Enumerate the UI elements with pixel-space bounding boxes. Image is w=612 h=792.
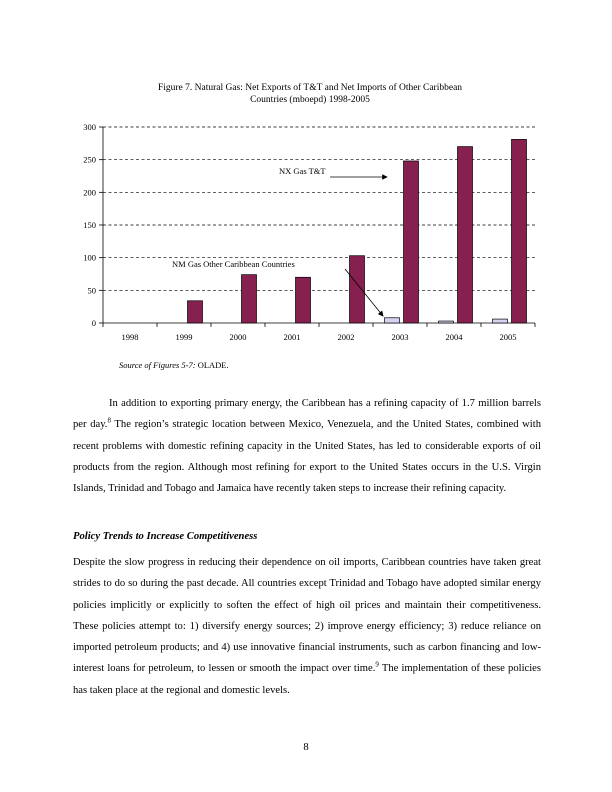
paragraph-refining-text-1: In addition to exporting primary energy, the Caribbean has a refining capacity of 1.7 million barrels per day. bbox=[73, 398, 541, 431]
annotation-nm-gas-other-caribbean: NM Gas Other Caribbean Countries bbox=[172, 259, 295, 269]
chart bbox=[0, 0, 612, 350]
footnote-marker-8[interactable]: 8 bbox=[107, 416, 111, 425]
x-tick-label-1998: 1998 bbox=[121, 332, 139, 342]
bar-nm-gas-other-caribbean-2005 bbox=[493, 319, 508, 323]
x-tick-label-1999: 1999 bbox=[175, 332, 193, 342]
y-tick-label-200: 200 bbox=[83, 187, 96, 198]
section-heading: Policy Trends to Increase Competitiveness bbox=[73, 531, 258, 542]
x-tick-label-2002: 2002 bbox=[337, 332, 355, 342]
y-tick-label-250: 250 bbox=[83, 154, 96, 165]
bar-nx-gas-tt-2000 bbox=[242, 275, 257, 323]
bar-nm-gas-other-caribbean-2004 bbox=[439, 321, 454, 323]
source-label: Source of Figures 5-7: bbox=[119, 360, 196, 370]
bar-nm-gas-other-caribbean-2003 bbox=[385, 318, 400, 323]
bar-nx-gas-tt-2002 bbox=[350, 256, 365, 323]
x-tick-label-2001: 2001 bbox=[283, 332, 301, 342]
y-tick-label-0: 0 bbox=[91, 318, 96, 328]
figure-title-line-1: Figure 7. Natural Gas: Net Exports of T&T and Net Imports of Other Caribbean bbox=[157, 83, 463, 93]
x-tick-label-2005: 2005 bbox=[499, 332, 517, 342]
bar-nx-gas-tt-2004 bbox=[458, 147, 473, 323]
y-tick-label-300: 300 bbox=[83, 122, 96, 132]
page-number: 8 bbox=[303, 742, 309, 753]
paragraph-policy-text-1: Despite the slow progress in reducing their dependence on oil imports, Caribbean countries have taken great strides to do so during the past decade. All countries except Trinidad and Tobago have adopted similar energy policies implicitly or explicitly to soften the effect of high oil prices and maintain their competitiveness. These policies attempt to: 1) diversify energy sources; 2) improve energy efficiency; 3) reduce reliance on imported petroleum products; and 4) use innovative financial instruments, such as carbon financing and low-interest loans for petroleum, to lessen or smooth the impact over time. bbox=[73, 557, 541, 675]
figure-source bbox=[119, 360, 229, 370]
x-tick-label-2003: 2003 bbox=[391, 332, 409, 342]
annotation-nx-gas-tt: NX Gas T&T bbox=[279, 166, 326, 176]
bar-nx-gas-tt-2005 bbox=[512, 139, 527, 323]
source-value: OLADE. bbox=[197, 360, 229, 370]
y-tick-label-50: 50 bbox=[87, 285, 96, 296]
bar-nx-gas-tt-2003 bbox=[404, 161, 419, 323]
paragraph-refining-text-2: The region’s strategic location between Mexico, Venezuela, and the United States, combined with recent problems with domestic refining capacity in the United States, has led to considerable exports of oil products from the region. Although most refining for export to the United States occurs in the U.S. Virgin Islands, Trinidad and Tobago and Jamaica have recently taken steps to increase their refining capacity. bbox=[73, 419, 541, 495]
y-tick-label-100: 100 bbox=[83, 252, 96, 263]
x-tick-label-2004: 2004 bbox=[445, 332, 463, 342]
x-tick-label-2000: 2000 bbox=[229, 332, 247, 342]
paragraph-policy bbox=[73, 552, 541, 701]
paragraph-policy-text-2: The implementation of these policies has taken place at the regional and domestic levels. bbox=[73, 663, 541, 696]
paragraph-refining bbox=[73, 393, 541, 499]
footnote-marker-9[interactable]: 9 bbox=[375, 660, 379, 669]
bar-nx-gas-tt-1999 bbox=[188, 301, 203, 323]
bar-nx-gas-tt-2001 bbox=[296, 277, 311, 323]
y-tick-label-150: 150 bbox=[83, 220, 96, 230]
figure-title-line-2: Countries (mboepd) 1998-2005 bbox=[250, 95, 370, 105]
